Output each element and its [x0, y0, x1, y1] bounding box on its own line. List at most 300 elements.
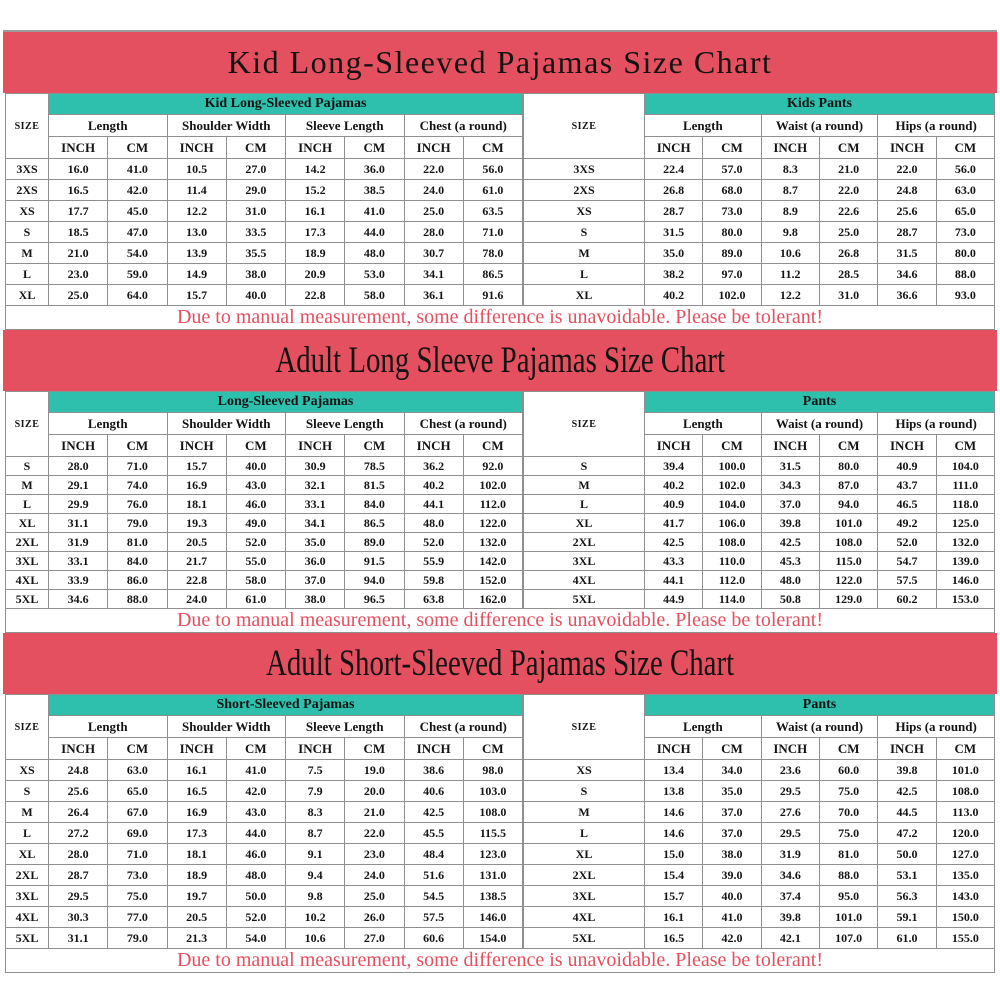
- measurement-value: 86.5: [345, 514, 404, 533]
- measurement-value: 100.0: [703, 457, 761, 476]
- measurement-value: 51.6: [404, 865, 463, 886]
- measurement-value: 19.3: [167, 514, 226, 533]
- measurement-value: 71.0: [108, 844, 167, 865]
- measurement-value: 15.4: [645, 865, 703, 886]
- unit-header: INCH: [761, 738, 819, 760]
- measurement-value: 28.7: [645, 201, 703, 222]
- garment-size-table: [5, 694, 523, 949]
- size-label: L: [524, 823, 645, 844]
- measurement-value: 24.0: [404, 180, 463, 201]
- measurement-value: 57.5: [404, 907, 463, 928]
- measurement-value: 14.2: [286, 159, 345, 180]
- measurement-value: 8.7: [761, 180, 819, 201]
- measurement-value: 44.0: [345, 222, 404, 243]
- measurement-value: 40.2: [645, 285, 703, 306]
- size-label: 2XL: [524, 533, 645, 552]
- measurement-value: 80.0: [936, 243, 994, 264]
- size-row: [524, 552, 995, 571]
- size-row: [6, 533, 523, 552]
- measurement-value: 17.7: [49, 201, 108, 222]
- size-row: [6, 159, 523, 180]
- size-row: [524, 844, 995, 865]
- size-row: [6, 760, 523, 781]
- section-title: Kid Long-Sleeved Pajamas Size Chart: [227, 44, 773, 80]
- measurement-value: 106.0: [703, 514, 761, 533]
- measurement-value: 108.0: [463, 802, 522, 823]
- measurement-value: 31.0: [226, 201, 285, 222]
- measurement-value: 81.0: [108, 533, 167, 552]
- measurement-value: 38.6: [404, 760, 463, 781]
- measurement-value: 20.9: [286, 264, 345, 285]
- measure-header: Waist (a round): [761, 413, 878, 435]
- measurement-value: 115.0: [819, 552, 877, 571]
- measurement-value: 31.5: [878, 243, 936, 264]
- measurement-value: 48.0: [404, 514, 463, 533]
- size-label: 3XS: [524, 159, 645, 180]
- size-label: 2XS: [524, 180, 645, 201]
- size-label: 4XL: [524, 571, 645, 590]
- unit-header: CM: [703, 435, 761, 457]
- measurement-value: 97.0: [703, 264, 761, 285]
- measurement-value: 88.0: [108, 590, 167, 609]
- measure-header: Chest (a round): [404, 413, 523, 435]
- measurement-value: 52.0: [404, 533, 463, 552]
- unit-header: INCH: [49, 435, 108, 457]
- measurement-value: 36.0: [286, 552, 345, 571]
- table-title: Pants: [645, 695, 995, 716]
- measurement-value: 9.8: [286, 886, 345, 907]
- measurement-value: 21.0: [49, 243, 108, 264]
- measurement-value: 16.1: [167, 760, 226, 781]
- measurement-value: 42.0: [108, 180, 167, 201]
- unit-header: CM: [463, 137, 522, 159]
- measurement-value: 56.0: [463, 159, 522, 180]
- measurement-value: 40.9: [645, 495, 703, 514]
- measurement-value: 71.0: [108, 457, 167, 476]
- measurement-value: 40.0: [226, 285, 285, 306]
- measurement-value: 22.0: [878, 159, 936, 180]
- measurement-value: 42.5: [404, 802, 463, 823]
- measurement-value: 7.5: [286, 760, 345, 781]
- measurement-value: 46.0: [226, 844, 285, 865]
- unit-header: INCH: [286, 137, 345, 159]
- size-label: L: [6, 264, 49, 285]
- measurement-value: 27.6: [761, 802, 819, 823]
- unit-header: CM: [108, 435, 167, 457]
- unit-header: INCH: [761, 435, 819, 457]
- garment-size-table: [5, 93, 523, 306]
- size-row: [6, 514, 523, 533]
- measurement-value: 114.0: [703, 590, 761, 609]
- measurement-value: 14.6: [645, 823, 703, 844]
- unit-header: CM: [345, 435, 404, 457]
- measurement-value: 81.0: [819, 844, 877, 865]
- measurement-value: 56.0: [936, 159, 994, 180]
- size-label: 4XL: [524, 907, 645, 928]
- measurement-value: 49.2: [878, 514, 936, 533]
- unit-header: CM: [345, 137, 404, 159]
- measurement-value: 78.0: [463, 243, 522, 264]
- size-row: [6, 802, 523, 823]
- unit-header: CM: [226, 137, 285, 159]
- measurement-value: 78.5: [345, 457, 404, 476]
- measurement-value: 38.5: [345, 180, 404, 201]
- measurement-value: 19.7: [167, 886, 226, 907]
- measurement-value: 34.6: [49, 590, 108, 609]
- unit-header: CM: [819, 137, 877, 159]
- measurement-value: 46.5: [878, 495, 936, 514]
- measurement-value: 59.0: [108, 264, 167, 285]
- measurement-value: 89.0: [703, 243, 761, 264]
- measurement-value: 36.1: [404, 285, 463, 306]
- size-row: [524, 760, 995, 781]
- unit-header: INCH: [167, 435, 226, 457]
- measurement-value: 54.0: [108, 243, 167, 264]
- measurement-value: 84.0: [345, 495, 404, 514]
- measurement-value: 40.0: [703, 886, 761, 907]
- measurement-value: 40.9: [878, 457, 936, 476]
- measurement-value: 24.0: [345, 865, 404, 886]
- measurement-value: 10.5: [167, 159, 226, 180]
- measurement-value: 42.1: [761, 928, 819, 949]
- size-label: XL: [524, 844, 645, 865]
- unit-header: CM: [463, 435, 522, 457]
- size-label: S: [524, 781, 645, 802]
- measurement-value: 135.0: [936, 865, 994, 886]
- measurement-value: 70.0: [819, 802, 877, 823]
- measurement-value: 67.0: [108, 802, 167, 823]
- measurement-value: 58.0: [345, 285, 404, 306]
- tables-row: [5, 93, 995, 306]
- measurement-value: 64.0: [108, 285, 167, 306]
- disclaimer-note: Due to manual measurement, some difference is unavoidable. Please be tolerant!: [5, 949, 995, 973]
- size-row: [6, 243, 523, 264]
- measurement-value: 44.5: [878, 802, 936, 823]
- size-label: M: [6, 476, 49, 495]
- measure-header: Hips (a round): [878, 115, 995, 137]
- measurement-value: 22.8: [286, 285, 345, 306]
- measurement-value: 8.3: [761, 159, 819, 180]
- measurement-value: 31.1: [49, 514, 108, 533]
- size-row: [524, 285, 995, 306]
- measurement-value: 42.5: [645, 533, 703, 552]
- size-label: M: [6, 802, 49, 823]
- measurement-value: 143.0: [936, 886, 994, 907]
- measure-header: Length: [49, 413, 168, 435]
- measure-header: Chest (a round): [404, 716, 523, 738]
- measurement-value: 9.1: [286, 844, 345, 865]
- measure-header: Length: [645, 115, 762, 137]
- measurement-value: 25.0: [345, 886, 404, 907]
- measurement-value: 75.0: [819, 781, 877, 802]
- table-title: Pants: [645, 392, 995, 413]
- measurement-value: 35.5: [226, 243, 285, 264]
- measurement-value: 32.1: [286, 476, 345, 495]
- size-label: XL: [6, 285, 49, 306]
- size-label: S: [524, 457, 645, 476]
- garment-size-table: [5, 391, 523, 609]
- measurement-value: 74.0: [108, 476, 167, 495]
- measurement-value: 18.5: [49, 222, 108, 243]
- measurement-value: 75.0: [108, 886, 167, 907]
- measurement-value: 50.8: [761, 590, 819, 609]
- measurement-value: 8.7: [286, 823, 345, 844]
- measurement-value: 23.0: [345, 844, 404, 865]
- measure-header: Length: [49, 716, 168, 738]
- size-label: 5XL: [6, 928, 49, 949]
- measurement-value: 162.0: [463, 590, 522, 609]
- measurement-value: 77.0: [108, 907, 167, 928]
- measurement-value: 48.4: [404, 844, 463, 865]
- measurement-value: 8.9: [761, 201, 819, 222]
- unit-header: INCH: [404, 435, 463, 457]
- measurement-value: 79.0: [108, 514, 167, 533]
- measurement-value: 13.4: [645, 760, 703, 781]
- measurement-value: 73.0: [108, 865, 167, 886]
- measurement-value: 42.0: [703, 928, 761, 949]
- measurement-value: 139.0: [936, 552, 994, 571]
- measurement-value: 33.1: [286, 495, 345, 514]
- measurement-value: 9.4: [286, 865, 345, 886]
- size-label: 2XS: [6, 180, 49, 201]
- measurement-value: 39.8: [761, 907, 819, 928]
- unit-header: CM: [463, 738, 522, 760]
- measurement-value: 12.2: [761, 285, 819, 306]
- measurement-value: 42.5: [878, 781, 936, 802]
- unit-header: INCH: [878, 137, 936, 159]
- size-label: S: [524, 222, 645, 243]
- unit-header: INCH: [286, 435, 345, 457]
- measurement-value: 28.0: [49, 457, 108, 476]
- measurement-value: 40.6: [404, 781, 463, 802]
- unit-header: CM: [819, 435, 877, 457]
- unit-header: CM: [936, 738, 994, 760]
- measurement-value: 21.0: [345, 802, 404, 823]
- measurement-value: 95.0: [819, 886, 877, 907]
- measurement-value: 122.0: [463, 514, 522, 533]
- size-label: 5XL: [524, 590, 645, 609]
- unit-header: INCH: [645, 137, 703, 159]
- measurement-value: 87.0: [819, 476, 877, 495]
- section-title-banner: [3, 330, 997, 391]
- measurement-value: 41.0: [108, 159, 167, 180]
- measurement-value: 26.8: [819, 243, 877, 264]
- size-row: [6, 886, 523, 907]
- measurement-value: 50.0: [226, 886, 285, 907]
- measurement-value: 63.8: [404, 590, 463, 609]
- size-row: [524, 457, 995, 476]
- unit-header: INCH: [49, 738, 108, 760]
- measurement-value: 21.7: [167, 552, 226, 571]
- measurement-value: 20.0: [345, 781, 404, 802]
- measurement-value: 45.3: [761, 552, 819, 571]
- measurement-value: 29.9: [49, 495, 108, 514]
- size-row: [524, 590, 995, 609]
- measurement-value: 104.0: [936, 457, 994, 476]
- measurement-value: 38.2: [645, 264, 703, 285]
- measurement-value: 37.0: [703, 823, 761, 844]
- size-row: [524, 802, 995, 823]
- measurement-value: 57.5: [878, 571, 936, 590]
- measurement-value: 101.0: [936, 760, 994, 781]
- measurement-value: 40.0: [226, 457, 285, 476]
- unit-header: INCH: [49, 137, 108, 159]
- measurement-value: 65.0: [108, 781, 167, 802]
- size-row: [524, 180, 995, 201]
- size-chart-section: [0, 633, 1000, 973]
- measurement-value: 17.3: [286, 222, 345, 243]
- measurement-value: 102.0: [463, 476, 522, 495]
- pants-size-table: [523, 694, 995, 949]
- measurement-value: 44.1: [404, 495, 463, 514]
- measurement-value: 129.0: [819, 590, 877, 609]
- measurement-value: 101.0: [819, 907, 877, 928]
- measurement-value: 15.7: [645, 886, 703, 907]
- measurement-value: 52.0: [226, 907, 285, 928]
- measure-header: Shoulder Width: [167, 115, 286, 137]
- section-title: Adult Short-Sleeved Pajamas Size Chart: [265, 643, 735, 684]
- measurement-value: 80.0: [819, 457, 877, 476]
- measurement-value: 41.0: [226, 760, 285, 781]
- measurement-value: 23.6: [761, 760, 819, 781]
- measurement-value: 153.0: [936, 590, 994, 609]
- measurement-value: 50.0: [878, 844, 936, 865]
- measurement-value: 11.2: [761, 264, 819, 285]
- measurement-value: 152.0: [463, 571, 522, 590]
- table-title: Kids Pants: [645, 94, 995, 115]
- measurement-value: 19.0: [345, 760, 404, 781]
- size-row: [6, 823, 523, 844]
- measurement-value: 84.0: [108, 552, 167, 571]
- size-row: [524, 495, 995, 514]
- measurement-value: 25.0: [404, 201, 463, 222]
- measurement-value: 154.0: [463, 928, 522, 949]
- measurement-value: 41.7: [645, 514, 703, 533]
- measurement-value: 18.9: [167, 865, 226, 886]
- measurement-value: 25.0: [49, 285, 108, 306]
- measurement-value: 27.2: [49, 823, 108, 844]
- measurement-value: 35.0: [286, 533, 345, 552]
- measurement-value: 22.0: [404, 159, 463, 180]
- measurement-value: 26.0: [345, 907, 404, 928]
- measurement-value: 54.5: [404, 886, 463, 907]
- unit-header: INCH: [167, 738, 226, 760]
- measurement-value: 21.3: [167, 928, 226, 949]
- measurement-value: 34.3: [761, 476, 819, 495]
- section-title-banner: [3, 633, 997, 694]
- measurement-value: 13.0: [167, 222, 226, 243]
- unit-header: INCH: [645, 435, 703, 457]
- size-column-header: SIZE: [6, 695, 49, 760]
- size-column-header: SIZE: [524, 94, 645, 159]
- unit-header: INCH: [878, 738, 936, 760]
- measurement-value: 142.0: [463, 552, 522, 571]
- measurement-value: 35.0: [645, 243, 703, 264]
- measurement-value: 31.5: [645, 222, 703, 243]
- measurement-value: 15.7: [167, 457, 226, 476]
- measure-header: Waist (a round): [761, 716, 878, 738]
- size-row: [524, 514, 995, 533]
- size-row: [6, 865, 523, 886]
- measure-header: Sleeve Length: [286, 413, 405, 435]
- measurement-value: 34.6: [761, 865, 819, 886]
- size-label: XL: [6, 514, 49, 533]
- measurement-value: 75.0: [819, 823, 877, 844]
- measure-header: Shoulder Width: [167, 413, 286, 435]
- measurement-value: 146.0: [463, 907, 522, 928]
- size-label: 3XS: [6, 159, 49, 180]
- measurement-value: 15.7: [167, 285, 226, 306]
- measurement-value: 24.8: [878, 180, 936, 201]
- size-chart-section: [0, 330, 1000, 633]
- measurement-value: 36.6: [878, 285, 936, 306]
- size-column-header: SIZE: [524, 392, 645, 457]
- size-label: 3XL: [6, 886, 49, 907]
- measurement-value: 28.5: [819, 264, 877, 285]
- measurement-value: 86.5: [463, 264, 522, 285]
- measurement-value: 25.6: [878, 201, 936, 222]
- measurement-value: 34.0: [703, 760, 761, 781]
- measurement-value: 63.0: [108, 760, 167, 781]
- measurement-value: 37.0: [286, 571, 345, 590]
- measurement-value: 33.5: [226, 222, 285, 243]
- size-label: 5XL: [6, 590, 49, 609]
- measurement-value: 53.0: [345, 264, 404, 285]
- measurement-value: 7.9: [286, 781, 345, 802]
- table-title: Kid Long-Sleeved Pajamas: [49, 94, 523, 115]
- table-title: Short-Sleeved Pajamas: [49, 695, 523, 716]
- measurement-value: 98.0: [463, 760, 522, 781]
- measurement-value: 73.0: [936, 222, 994, 243]
- measurement-value: 15.0: [645, 844, 703, 865]
- measurement-value: 29.5: [49, 886, 108, 907]
- measurement-value: 37.0: [703, 802, 761, 823]
- size-label: XS: [6, 760, 49, 781]
- measurement-value: 48.0: [226, 865, 285, 886]
- measurement-value: 9.8: [761, 222, 819, 243]
- size-chart-section: [0, 30, 1000, 330]
- measurement-value: 47.2: [878, 823, 936, 844]
- size-label: L: [524, 495, 645, 514]
- measurement-value: 52.0: [226, 533, 285, 552]
- measurement-value: 30.9: [286, 457, 345, 476]
- section-title-banner: [3, 30, 997, 93]
- size-row: [524, 533, 995, 552]
- measurement-value: 25.0: [819, 222, 877, 243]
- measurement-value: 22.6: [819, 201, 877, 222]
- unit-header: INCH: [404, 738, 463, 760]
- measurement-value: 63.5: [463, 201, 522, 222]
- size-row: [524, 865, 995, 886]
- measurement-value: 28.7: [49, 865, 108, 886]
- size-row: [6, 844, 523, 865]
- unit-header: CM: [226, 435, 285, 457]
- measurement-value: 16.5: [167, 781, 226, 802]
- measure-header: Length: [645, 413, 762, 435]
- measurement-value: 61.0: [878, 928, 936, 949]
- measurement-value: 55.0: [226, 552, 285, 571]
- pants-size-table: [523, 391, 995, 609]
- size-row: [524, 886, 995, 907]
- measurement-value: 29.0: [226, 180, 285, 201]
- measurement-value: 73.0: [703, 201, 761, 222]
- size-row: [6, 781, 523, 802]
- measurement-value: 18.1: [167, 495, 226, 514]
- measurement-value: 54.0: [226, 928, 285, 949]
- measurement-value: 91.6: [463, 285, 522, 306]
- measurement-value: 16.5: [49, 180, 108, 201]
- measurement-value: 21.0: [819, 159, 877, 180]
